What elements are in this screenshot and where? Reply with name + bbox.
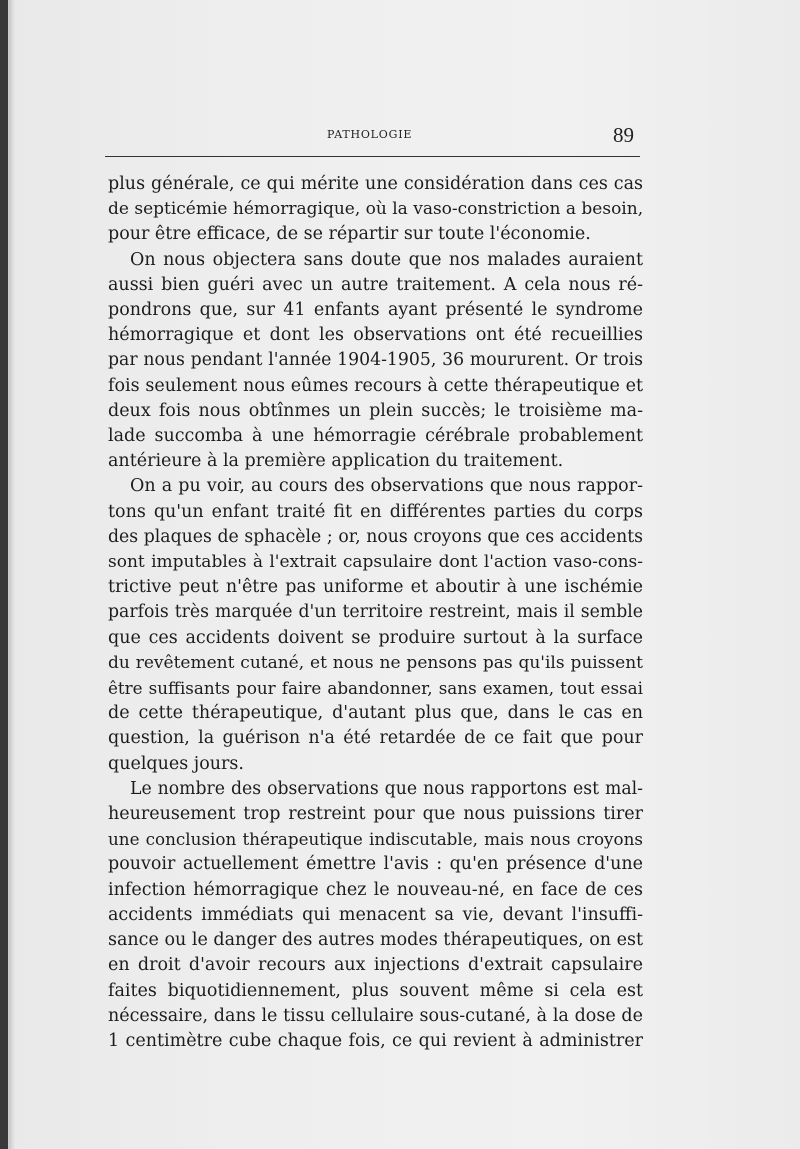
- paragraph: [108, 474, 643, 776]
- text-line: nécessaire, dans le tissu cellulaire sous-cutané, à la dose de: [108, 1005, 643, 1026]
- text-line: du revêtement cutané, et nous ne pensons pas qu'ils puissent: [108, 652, 643, 673]
- text-line: lade succomba à une hémorragie cérébrale probablement: [108, 426, 643, 447]
- text-line: que ces accidents doivent se produire surtout à la surface: [108, 627, 643, 648]
- paragraph: [108, 172, 643, 248]
- running-head: PATHOLOGIE: [327, 128, 413, 141]
- text-line: des plaques de sphacèle ; or, nous croyons que ces accidents: [108, 526, 643, 547]
- text-line: pour être efficace, de se répartir sur toute l'économie.: [108, 224, 591, 245]
- text-line: une conclusion thérapeutique indiscutable, mais nous croyons: [108, 829, 643, 850]
- text-line: tons qu'un enfant traité fit en différentes parties du corps: [108, 501, 643, 522]
- text-line: parfois très marquée d'un territoire restreint, mais il semble: [108, 602, 643, 623]
- text-line: sont imputables à l'extrait capsulaire dont l'action vaso-cons-: [108, 552, 643, 573]
- text-line: deux fois nous obtînmes un plein succès; le troisième ma-: [108, 400, 643, 421]
- text-line: Le nombre des observations que nous rapportons est mal-: [130, 778, 643, 799]
- text-line: de cette thérapeutique, d'autant plus que, dans le cas en: [108, 703, 643, 724]
- text-line: hémorragique et dont les observations ont été recueillies: [108, 325, 643, 346]
- text-line: en droit d'avoir recours aux injections d'extrait capsulaire: [108, 955, 643, 976]
- text-line: On nous objectera sans doute que nos malades auraient: [130, 249, 643, 270]
- page-header: [105, 123, 640, 156]
- text-line: pouvoir actuellement émettre l'avis : qu'en présence d'une: [108, 854, 643, 875]
- text-line: faites biquotidiennement, plus souvent même si cela est: [108, 980, 643, 1001]
- text-line: On a pu voir, au cours des observations que nous rappor-: [130, 476, 643, 497]
- text-line: antérieure à la première application du traitement.: [108, 451, 564, 472]
- body-text: [108, 172, 643, 1054]
- text-line: par nous pendant l'année 1904-1905, 36 moururent. Or trois: [108, 350, 643, 371]
- text-line: quelques jours.: [108, 753, 244, 774]
- header-rule: [105, 156, 640, 157]
- text-line: pondrons que, sur 41 enfants ayant présenté le syndrome: [108, 300, 643, 321]
- text-line: être suffisants pour faire abandonner, sans examen, tout essai: [108, 678, 643, 699]
- text-line: infection hémorragique chez le nouveau-né, en face de ces: [108, 879, 643, 900]
- text-line: heureusement trop restreint pour que nous puissions tirer: [108, 804, 643, 825]
- text-line: sance ou le danger des autres modes thérapeutiques, on est: [108, 930, 643, 951]
- text-line: trictive peut n'être pas uniforme et aboutir à une ischémie: [108, 577, 643, 598]
- text-line: question, la guérison n'a été retardée de ce fait que pour: [108, 728, 643, 749]
- paragraph: [108, 248, 643, 475]
- text-line: 1 centimètre cube chaque fois, ce qui revient à administrer: [108, 1030, 643, 1051]
- text-line: aussi bien guéri avec un autre traitement. A cela nous ré-: [108, 274, 643, 295]
- page-number: 89: [613, 123, 634, 147]
- text-line: fois seulement nous eûmes recours à cette thérapeutique et: [108, 375, 643, 396]
- text-line: plus générale, ce qui mérite une considération dans ces cas: [108, 174, 643, 194]
- text-line: de septicémie hémorragique, où la vaso-constriction a besoin,: [108, 199, 644, 220]
- text-line: accidents immédiats qui menacent sa vie, devant l'insuffi-: [108, 904, 643, 925]
- paragraph: [108, 777, 643, 1054]
